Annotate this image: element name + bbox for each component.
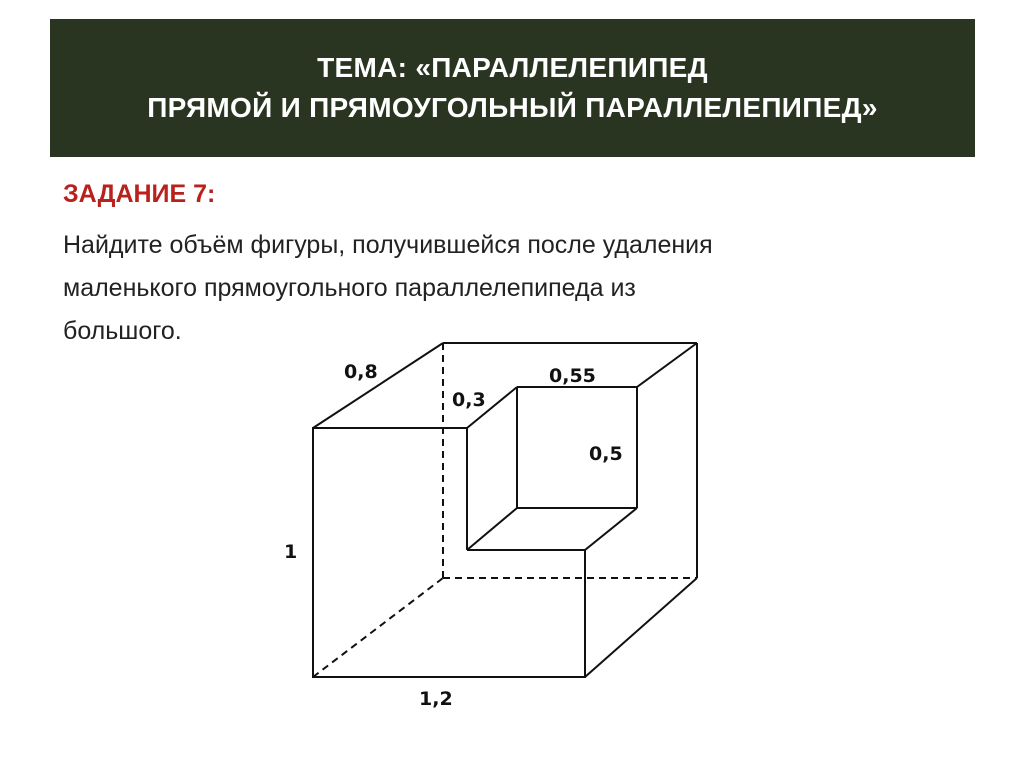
label-height-big: 1 xyxy=(284,541,298,563)
front-face-outline xyxy=(313,428,585,677)
bottom-right-depth-edge xyxy=(585,578,697,677)
notch-floor-right-depth-edge xyxy=(585,508,637,550)
task-text-line-3: большого. xyxy=(63,317,182,345)
task-text-line-2: маленького прямоугольного параллелепипеда из xyxy=(63,274,636,302)
title-bar xyxy=(50,19,975,157)
hidden-edge-bottom-depth xyxy=(313,578,443,677)
notch-floor-left-depth-edge xyxy=(467,508,517,550)
label-depth-big: 0,8 xyxy=(344,361,378,383)
label-width-small: 0,55 xyxy=(549,365,596,387)
title-line-1: ТЕМА: «ПАРАЛЛЕЛЕПИПЕД xyxy=(317,52,708,83)
box-figure xyxy=(270,330,730,720)
label-width-big: 1,2 xyxy=(419,688,453,710)
task-heading: ЗАДАНИЕ 7: xyxy=(63,180,216,208)
task-text-line-1: Найдите объём фигуры, получившейся после удаления xyxy=(63,231,713,259)
label-depth-small: 0,3 xyxy=(452,389,486,411)
title-line-2: ПРЯМОЙ И ПРЯМОУГОЛЬНЫЙ ПАРАЛЛЕЛЕПИПЕД» xyxy=(147,92,878,123)
top-left-depth-edge xyxy=(313,343,443,428)
label-height-small: 0,5 xyxy=(589,443,623,465)
notch-top-right-depth-edge xyxy=(637,343,697,387)
